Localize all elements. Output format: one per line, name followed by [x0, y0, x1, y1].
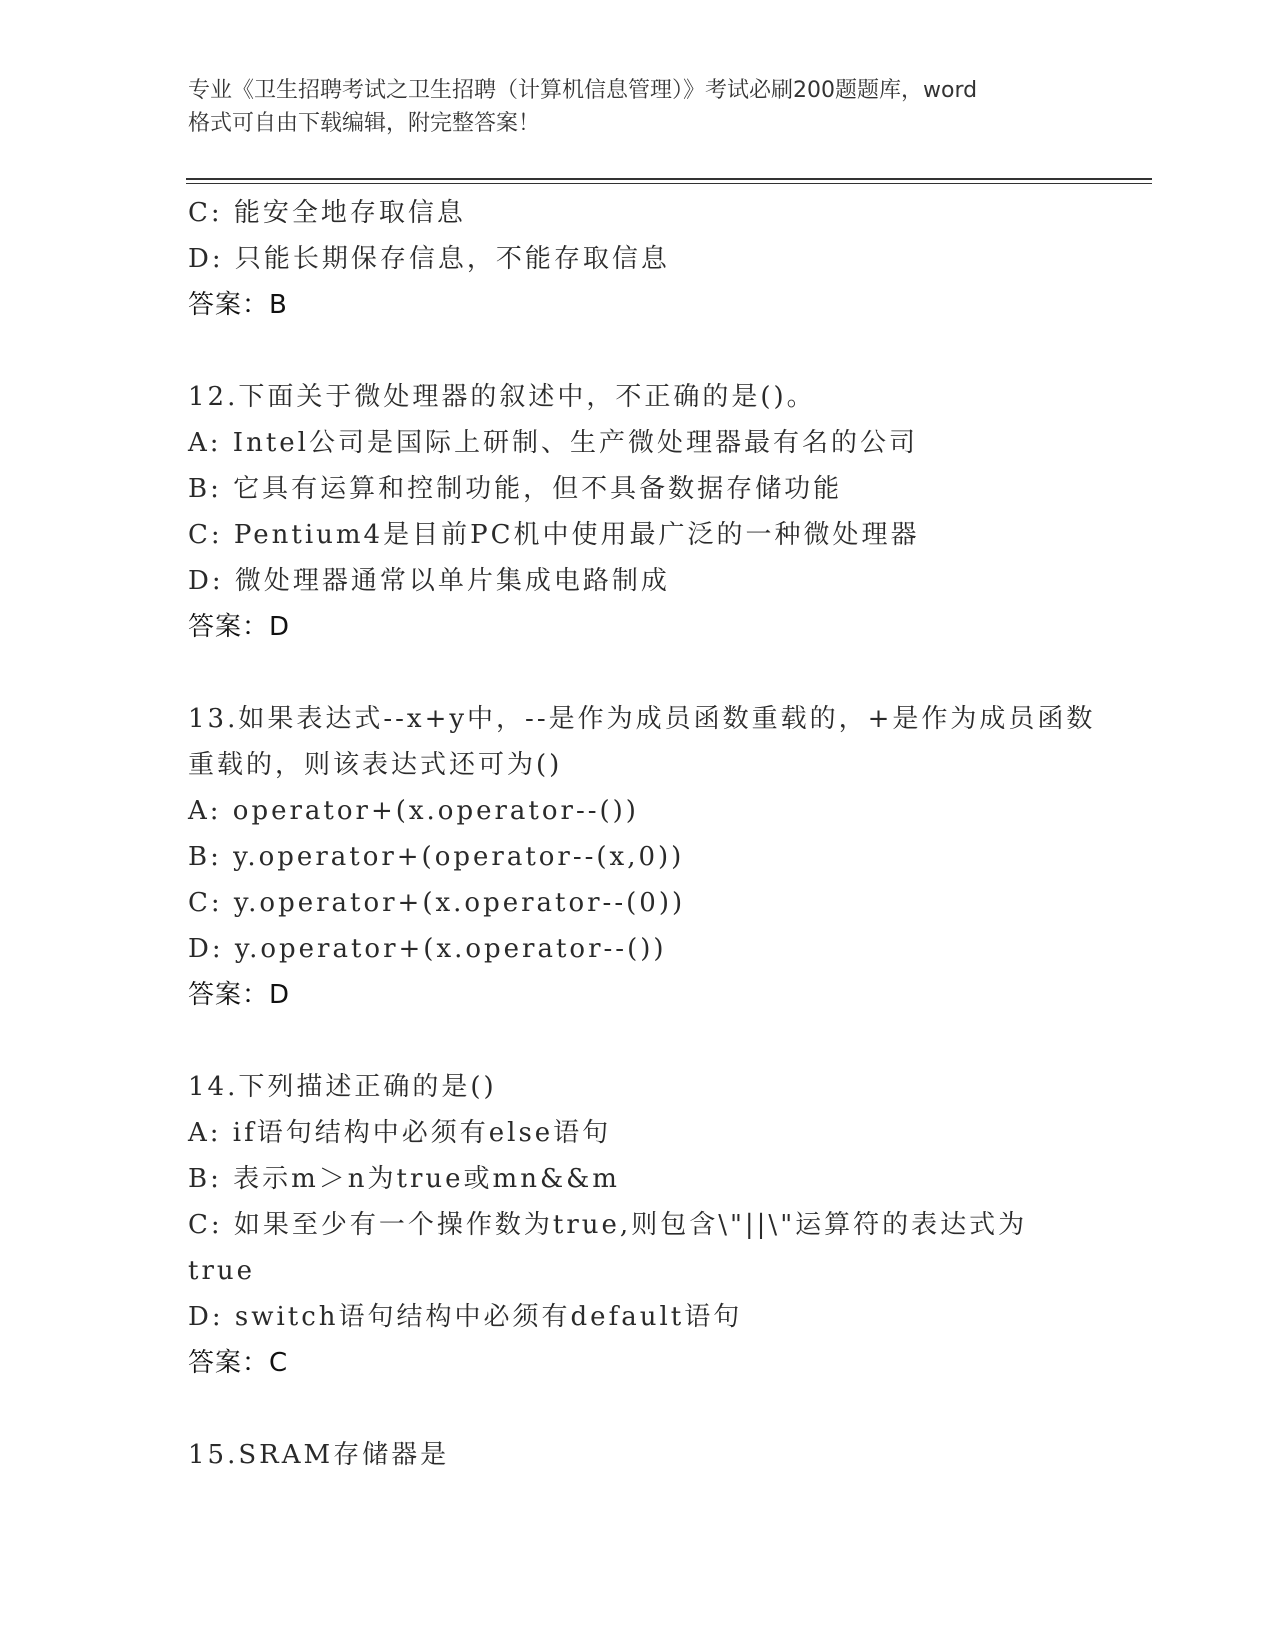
- question-14: [188, 1064, 1088, 1386]
- header-rule-thin: [186, 183, 1152, 184]
- spacer: [188, 1386, 1088, 1432]
- option-d: D: y.operator+(x.operator--()): [188, 934, 667, 964]
- question-text: 12.下面关于微处理器的叙述中，不正确的是()。: [188, 382, 816, 412]
- question-12: [188, 374, 1088, 650]
- option-c: C: y.operator+(x.operator--(0)): [188, 888, 686, 918]
- option-d: D: switch语句结构中必须有default语句: [188, 1302, 743, 1332]
- header-rule-thick: [186, 178, 1152, 180]
- option-c-line-1: C: 如果至少有一个操作数为true,则包含\"||\"运算符的表达式为: [188, 1210, 1028, 1240]
- option-a: A: if语句结构中必须有else语句: [188, 1118, 612, 1148]
- option-c: C: Pentium4是目前PC机中使用最广泛的一种微处理器: [188, 520, 920, 550]
- question-text-line-2: 重载的，则该表达式还可为(): [188, 750, 563, 780]
- option-d: D: 只能长期保存信息，不能存取信息: [188, 244, 670, 274]
- option-b: B: y.operator+(operator--(x,0)): [188, 842, 685, 872]
- question-11: [188, 190, 1088, 328]
- answer: 答案：D: [188, 612, 291, 642]
- spacer: [188, 650, 1088, 696]
- option-c-line-2: true: [188, 1256, 256, 1286]
- answer: 答案：B: [188, 290, 288, 320]
- option-b: B: 表示m＞n为true或mn&&m: [188, 1164, 620, 1194]
- spacer: [188, 1018, 1088, 1064]
- question-text: 15.SRAM存储器是: [188, 1440, 450, 1470]
- document-header: [188, 74, 1088, 140]
- header-line-1: 专业《卫生招聘考试之卫生招聘（计算机信息管理）》考试必刷200题题库，word: [188, 78, 978, 103]
- answer: 答案：C: [188, 1348, 289, 1378]
- question-text-line-1: 13.如果表达式--x+y中，--是作为成员函数重载的，+是作为成员函数: [188, 704, 1096, 734]
- question-text: 14.下列描述正确的是(): [188, 1072, 497, 1102]
- option-c: C: 能安全地存取信息: [188, 198, 466, 228]
- option-d: D: 微处理器通常以单片集成电路制成: [188, 566, 670, 596]
- option-a: A: Intel公司是国际上研制、生产微处理器最有名的公司: [188, 428, 918, 458]
- question-13: [188, 696, 1096, 1018]
- question-15: [188, 1432, 1088, 1478]
- question-list: [188, 190, 1096, 1478]
- option-a: A: operator+(x.operator--()): [188, 796, 639, 826]
- answer: 答案：D: [188, 980, 291, 1010]
- spacer: [188, 328, 1088, 374]
- option-b: B: 它具有运算和控制功能，但不具备数据存储功能: [188, 474, 843, 504]
- header-line-2: 格式可自由下载编辑，附完整答案！: [188, 111, 541, 136]
